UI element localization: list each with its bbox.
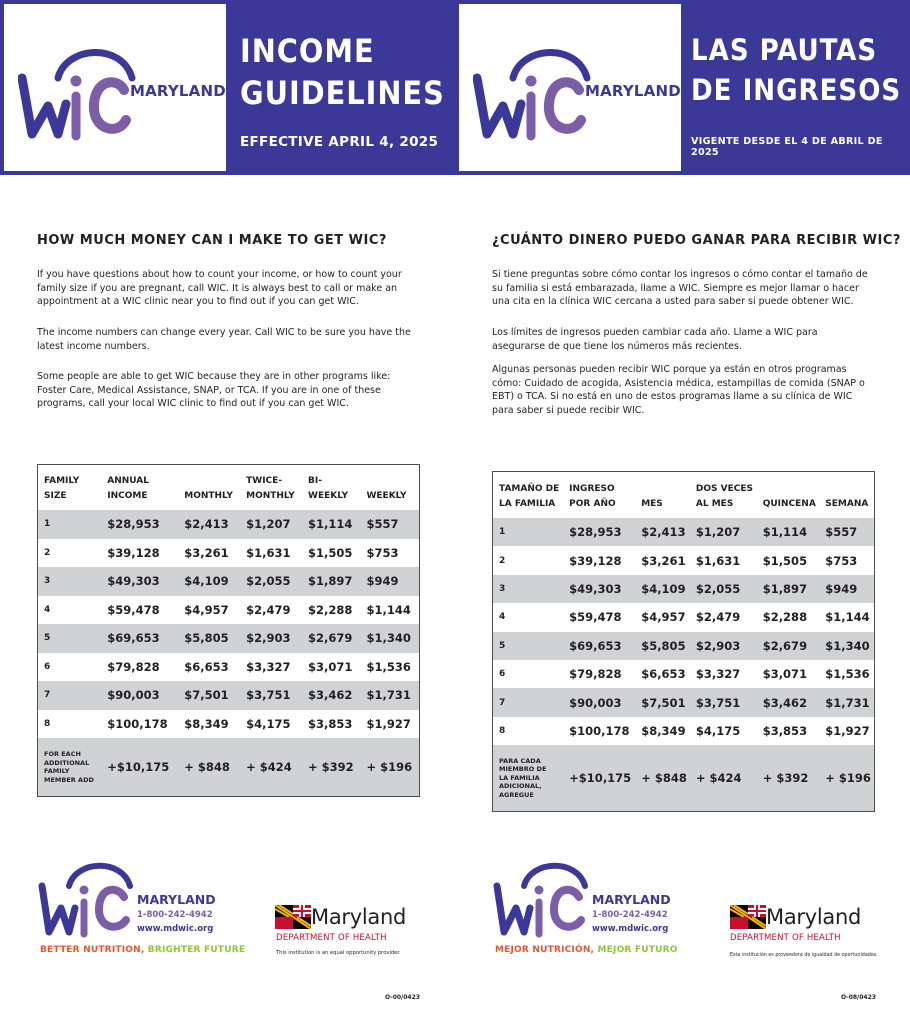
additional-member-label-line: ADDITIONAL <box>44 758 90 767</box>
table-row <box>493 575 874 603</box>
income-cell: $79,828 <box>107 659 160 674</box>
table-row <box>493 660 874 688</box>
table-row <box>38 567 419 596</box>
tagline-part-2: MEJOR FUTURO <box>597 945 678 955</box>
income-cell: $2,288 <box>762 610 808 625</box>
column-header <box>302 465 360 510</box>
footer-maryland: MARYLAND <box>592 892 671 907</box>
income-cell: $1,731 <box>819 688 874 716</box>
paragraph-3: Algunas personas pueden recibir WIC porque ya están en otros programas cómo: Cuidado de acogida, Asistencia médica, estampillas de comida (SNAP o EBT) o TCA. Si no está en uno de estos programas llame a su clínica de WIC para saber si puede recibir WIC. <box>492 364 865 416</box>
table-row <box>38 510 419 539</box>
column-header-line-2: MONTHLY <box>184 491 233 501</box>
income-cell: $3,462 <box>757 688 820 716</box>
table-row <box>38 539 419 568</box>
income-cell: $39,128 <box>569 553 622 568</box>
paragraph-2: The income numbers can change every year. Call WIC to be sure you have the latest income numbers. <box>37 327 411 352</box>
income-cell: $3,751 <box>240 681 302 710</box>
income-cell: $3,071 <box>762 667 808 682</box>
income-cell: $1,897 <box>302 567 360 596</box>
income-cell: $39,128 <box>107 545 160 560</box>
income-cell: $28,953 <box>101 510 178 539</box>
additional-member-label-line: FAMILY <box>44 767 70 775</box>
md-health-wordmark: Maryland <box>766 905 861 929</box>
additional-member-value: + $392 <box>302 738 360 796</box>
additional-member-value: + $424 <box>690 745 757 811</box>
income-cell: $4,175 <box>695 723 741 738</box>
income-cell: $59,478 <box>107 602 160 617</box>
header-banner <box>0 0 455 175</box>
income-cell: $1,144 <box>825 610 870 625</box>
family-size-cell: 7 <box>38 681 101 710</box>
income-cell: $2,055 <box>240 567 302 596</box>
additional-member-label <box>38 738 101 796</box>
income-cell: $69,653 <box>563 632 635 660</box>
table-row <box>493 717 874 745</box>
table-row <box>38 710 419 739</box>
additional-member-value: + $848 <box>178 738 240 796</box>
table-row <box>493 546 874 574</box>
income-cell: $100,178 <box>107 716 168 731</box>
md-health-department: DEPARTMENT OF HEALTH <box>730 933 841 943</box>
title-line-2: DE INGRESOS <box>691 73 902 107</box>
income-cell: $6,653 <box>641 667 686 682</box>
paragraph-1: Si tiene preguntas sobre cómo contar los ingresos o cómo contar el tamaño de su familia si está embarazada, llame a WIC. Siempre es mejor llamar o hacer una cita en la clínica WIC cercana a usted para saber si puede obtener WIC. <box>492 269 868 307</box>
additional-member-value: + $392 <box>757 745 820 811</box>
income-cell: $753 <box>366 545 399 560</box>
footer-maryland: MARYLAND <box>137 892 216 907</box>
column-header-line-2: AL MES <box>695 499 734 509</box>
tagline-part-1: MEJOR NUTRICIÓN, <box>495 945 595 955</box>
income-cell: $1,340 <box>360 624 419 653</box>
income-cell: $7,501 <box>635 688 690 716</box>
income-cell: $2,479 <box>246 602 291 617</box>
footer-website: www.mdwic.org <box>592 924 669 934</box>
family-size-cell: 1 <box>38 510 101 539</box>
tagline-part-1: BETTER NUTRITION, <box>40 945 145 955</box>
table-row <box>38 653 419 682</box>
additional-member-row <box>38 738 419 796</box>
income-cell: $6,653 <box>184 659 229 674</box>
income-cell: $557 <box>819 518 874 546</box>
income-cell: $1,731 <box>360 681 419 710</box>
table-row <box>493 603 874 631</box>
income-cell: $2,055 <box>690 575 757 603</box>
page-title <box>240 30 445 114</box>
income-cell: $2,413 <box>635 518 690 546</box>
logo-box <box>4 4 226 171</box>
income-cell: $59,478 <box>569 610 622 625</box>
income-cell: $3,327 <box>695 667 741 682</box>
footer-phone: 1-800-242-4942 <box>137 910 213 920</box>
family-size-cell: 4 <box>44 604 51 615</box>
additional-member-value: +$10,175 <box>101 738 178 796</box>
maryland-flag-icon <box>730 905 766 929</box>
additional-member-value: + $848 <box>635 745 690 811</box>
income-cell: $3,071 <box>308 659 353 674</box>
column-header-line-1: ANNUAL <box>107 476 150 486</box>
income-cell: $8,349 <box>641 723 686 738</box>
logo-wordmark: MARYLAND <box>130 82 226 100</box>
column-header-line-2: MES <box>641 499 663 509</box>
section-heading: HOW MUCH MONEY CAN I MAKE TO GET WIC? <box>37 233 387 248</box>
family-size-cell: 6 <box>44 661 51 672</box>
income-cell: $1,927 <box>366 716 411 731</box>
column-header-line-2: SEMANA <box>825 499 869 509</box>
additional-member-value: + $196 <box>819 745 874 811</box>
income-cell: $1,536 <box>366 659 411 674</box>
income-cell: $8,349 <box>184 716 229 731</box>
logo-wordmark: MARYLAND <box>585 82 681 100</box>
title-block <box>691 0 907 175</box>
spanish-section <box>455 0 910 1024</box>
column-header <box>493 472 563 518</box>
wic-footer-logo-icon <box>493 862 593 942</box>
column-header-line-2: SIZE <box>44 491 67 501</box>
column-header-line-2: QUINCENA <box>762 499 816 509</box>
column-header-line-2: POR AÑO <box>569 499 616 509</box>
income-cell: $5,805 <box>635 632 690 660</box>
family-size-cell: 3 <box>493 575 563 603</box>
family-size-cell: 4 <box>499 612 506 623</box>
maryland-flag-icon <box>275 905 311 929</box>
column-header-line-2: WEEKLY <box>366 491 407 501</box>
title-block <box>240 0 452 175</box>
column-header-line-1: DOS VECES <box>695 484 753 494</box>
additional-member-value: + $424 <box>240 738 302 796</box>
income-cell: $3,261 <box>184 545 229 560</box>
income-cell: $79,828 <box>569 667 622 682</box>
table-header-row <box>38 465 419 510</box>
income-cell: $1,114 <box>302 510 360 539</box>
table-row <box>38 624 419 653</box>
tagline-part-2: BRIGHTER FUTURE <box>147 945 246 955</box>
income-cell: $1,505 <box>762 553 808 568</box>
equal-opportunity-statement: Esta institución es proveedora de igualdad de oportunidades. <box>730 953 878 958</box>
income-cell: $49,303 <box>563 575 635 603</box>
section-heading: ¿CUÁNTO DINERO PUEDO GANAR PARA RECIBIR WIC? <box>492 233 901 248</box>
income-cell: $949 <box>819 575 874 603</box>
tagline <box>40 945 245 955</box>
additional-member-label-line: AGREGUE <box>499 790 534 799</box>
family-size-cell: 3 <box>38 567 101 596</box>
income-cell: $753 <box>825 553 858 568</box>
effective-date: EFFECTIVE APRIL 4, 2025 <box>240 134 439 150</box>
additional-member-value: + $196 <box>360 738 419 796</box>
income-cell: $3,462 <box>302 681 360 710</box>
additional-member-row <box>493 745 874 811</box>
income-cell: $3,327 <box>246 659 291 674</box>
income-cell: $2,903 <box>690 632 757 660</box>
footer-phone: 1-800-242-4942 <box>592 910 668 920</box>
column-header <box>563 472 635 518</box>
table-row <box>493 632 874 660</box>
table-row <box>493 518 874 546</box>
income-cell: $3,751 <box>690 688 757 716</box>
md-health-department: DEPARTMENT OF HEALTH <box>276 933 387 943</box>
additional-member-label-line: MIEMBRO DE <box>499 765 547 774</box>
income-table <box>37 464 420 797</box>
paragraph-2: Los límites de ingresos pueden cambiar cada año. Llame a WIC para asegurarse de que tiene los números más recientes. <box>492 327 818 352</box>
column-header <box>757 472 820 518</box>
table-header-row <box>493 472 874 518</box>
income-cell: $2,288 <box>308 602 353 617</box>
effective-date: VIGENTE DESDE EL 4 DE ABRIL DE 2025 <box>691 136 883 158</box>
header-banner <box>455 0 910 175</box>
family-size-cell: 7 <box>493 688 563 716</box>
income-cell: $1,631 <box>695 553 741 568</box>
family-size-cell: 5 <box>38 624 101 653</box>
income-cell: $4,957 <box>184 602 229 617</box>
income-cell: $1,207 <box>240 510 302 539</box>
income-cell: $3,853 <box>308 716 353 731</box>
income-cell: $4,109 <box>635 575 690 603</box>
paragraph-1: If you have questions about how to count your income, or how to count your family size if you are pregnant, call WIC. It is always best to call or make an appointment at a WIC clinic near you to find out if you can get WIC. <box>37 269 402 307</box>
paragraph-3: Some people are able to get WIC because they are in other programs like: Foster Care, Medical Assistance, SNAP, or TCA. If you are in one of these programs, call your local WIC clinic to find out if you can get WIC. <box>37 371 391 409</box>
column-header-line-2: MONTHLY <box>246 491 295 501</box>
form-code: O-08/0423 <box>841 994 876 1001</box>
column-header <box>38 465 101 510</box>
footer-website: www.mdwic.org <box>137 924 214 934</box>
income-cell: $3,261 <box>641 553 686 568</box>
family-size-cell: 5 <box>493 632 563 660</box>
title-line-1: LAS PAUTAS <box>691 33 878 67</box>
additional-member-label-line: FOR EACH <box>44 750 81 758</box>
wic-footer-logo-icon <box>38 862 138 942</box>
income-cell: $4,957 <box>641 610 686 625</box>
income-cell: $28,953 <box>563 518 635 546</box>
column-header <box>635 472 690 518</box>
income-cell: $2,903 <box>240 624 302 653</box>
column-header <box>240 465 302 510</box>
column-header <box>360 465 419 510</box>
column-header-line-2: INCOME <box>107 491 148 501</box>
additional-member-value: +$10,175 <box>563 745 635 811</box>
income-cell: $1,536 <box>825 667 870 682</box>
income-cell: $3,853 <box>762 723 808 738</box>
income-cell: $1,114 <box>757 518 820 546</box>
table-row <box>38 596 419 625</box>
column-header-line-2: WEEKLY <box>308 491 349 501</box>
income-cell: $90,003 <box>563 688 635 716</box>
column-header-line-1: BI- <box>308 476 322 486</box>
income-cell: $4,175 <box>246 716 291 731</box>
income-cell: $1,207 <box>690 518 757 546</box>
income-cell: $2,679 <box>302 624 360 653</box>
family-size-cell: 8 <box>44 718 51 729</box>
column-header <box>690 472 757 518</box>
column-header-line-1: INGRESO <box>569 484 615 494</box>
form-code: O-00/0423 <box>385 994 420 1001</box>
income-cell: $1,927 <box>825 723 870 738</box>
additional-member-label-line: MEMBER ADD <box>44 775 94 784</box>
income-cell: $1,631 <box>246 545 291 560</box>
equal-opportunity-statement: This institution is an equal opportunity provider. <box>276 950 401 956</box>
income-cell: $69,653 <box>101 624 178 653</box>
logo-box <box>459 4 681 171</box>
title-line-2: GUIDELINES <box>240 74 445 112</box>
family-size-cell: 2 <box>44 547 51 558</box>
income-cell: $7,501 <box>178 681 240 710</box>
income-cell: $1,897 <box>757 575 820 603</box>
md-health-wordmark: Maryland <box>311 905 406 929</box>
income-cell: $1,505 <box>308 545 353 560</box>
additional-member-label-line: LA FAMILIA <box>499 773 540 782</box>
column-header-line-1: FAMILY <box>44 476 80 486</box>
column-header-line-2: LA FAMILIA <box>499 499 556 509</box>
income-cell: $4,109 <box>178 567 240 596</box>
column-header-line-1: TAMAÑO DE <box>499 484 560 494</box>
family-size-cell: 6 <box>499 669 506 680</box>
page-title <box>691 30 901 110</box>
income-cell: $949 <box>360 567 419 596</box>
family-size-cell: 2 <box>499 555 506 566</box>
income-cell: $1,340 <box>819 632 874 660</box>
income-table <box>492 471 875 812</box>
additional-member-label-line: ADICIONAL, <box>499 782 542 791</box>
income-cell: $90,003 <box>101 681 178 710</box>
column-header <box>101 465 178 510</box>
income-cell: $2,413 <box>178 510 240 539</box>
family-size-cell: 8 <box>499 725 506 736</box>
income-cell: $2,479 <box>695 610 741 625</box>
table-row <box>493 688 874 716</box>
column-header <box>178 465 240 510</box>
title-line-1: INCOME <box>240 32 375 70</box>
additional-member-label <box>493 745 563 811</box>
income-cell: $1,144 <box>366 602 411 617</box>
income-cell: $49,303 <box>101 567 178 596</box>
tagline <box>495 945 678 955</box>
column-header <box>819 472 874 518</box>
income-cell: $557 <box>360 510 419 539</box>
income-cell: $5,805 <box>178 624 240 653</box>
additional-member-label-line: PARA CADA <box>499 756 541 765</box>
income-cell: $100,178 <box>569 723 630 738</box>
income-cell: $2,679 <box>757 632 820 660</box>
column-header-line-1: TWICE- <box>246 476 283 486</box>
table-row <box>38 681 419 710</box>
family-size-cell: 1 <box>493 518 563 546</box>
